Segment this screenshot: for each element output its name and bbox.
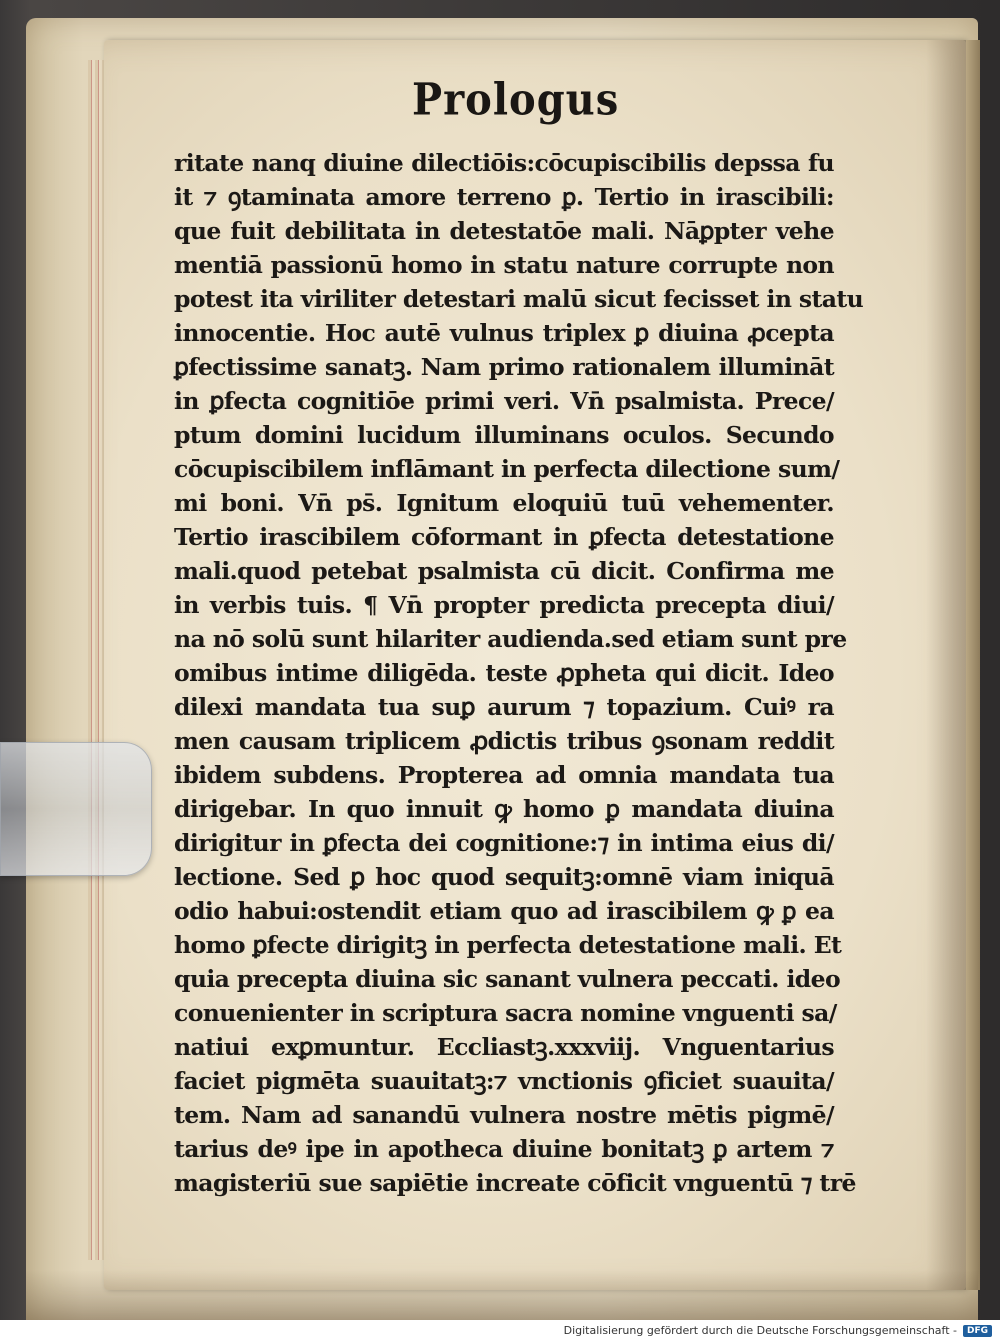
text-line: it ⁊ ꝯtaminata amore terreno ꝑ. Tertio in irascibili: [174,183,834,211]
text-line: odio habui:ostendit etiam quo ad irascibilem ꝙ ꝑ ea [174,897,834,925]
text-line: in verbis tuis. ¶ Vn̄ propter predicta precepta diui/ [174,591,834,619]
text-line: in ꝑfecta cognitiōe primi veri. Vn̄ psalmista. Prece/ [174,387,834,415]
text-line: cōcupiscibilem inflāmant in perfecta dilectione sum/ [174,455,840,483]
text-line: ibidem subdens. Propterea ad omnia mandata tua [174,761,834,789]
text-line: mentiā passionū homo in statu nature corrupte non [174,251,834,279]
text-line: Tertio irascibilem cōformant in ꝑfecta detestatione [174,523,834,551]
footer-credit: Digitalisierung gefördert durch die Deutsche Forschungsgemeinschaft - [563,1324,957,1337]
text-line: tem. Nam ad sanandū vulnera nostre mētis pigmē/ [174,1101,834,1129]
text-line: ꝑfectissime sanatꝫ. Nam primo rationalem illumināt [174,353,834,381]
text-line: ptum domini lucidum illuminans oculos. Secundo [174,421,834,449]
page-text [174,146,864,1200]
text-line: dirigitur in ꝑfecta dei cognitione:⁊ in intima eius di/ [174,829,834,857]
text-line: natiui exꝑmuntur. Ecclia​stꝫ.xxxviij. Vnguentarius [174,1033,834,1061]
dfg-logo: DFG [963,1325,992,1337]
right-binding [966,40,980,1290]
text-line: magisteriū sue sapiētie increate cōficit vnguentū ⁊ trē [174,1169,856,1197]
text-line: lectione. Sed ꝑ hoc quod sequitꝫ:omnē viam iniquā [174,863,834,891]
bottom-shade [26,1270,978,1320]
text-line: innocentie. Hoc autē vulnus triplex ꝑ diuina ꝓcepta [174,319,834,347]
text-line: quia precepta diuina sic sanant vulnera peccati. ideo [174,965,841,993]
text-line: dilexi mandata tua suꝑ aurum ⁊ topazium. Cuiꝰ ra [174,693,834,721]
text-line: mi boni. Vn̄ ps̄. Ignitum eloquiū tuū vehementer. [174,489,834,517]
plastic-page-clip [0,742,152,876]
text-line: faciet pigmēta suauitatꝫ:⁊ vnctionis ꝯficiet suauita/ [174,1067,834,1095]
text-line: ritate nanq diuine dilectiōis:cōcupiscibilis depssa fu [174,149,834,177]
text-line: omibus intime diligēda. teste ꝓpheta qui dicit. Ideo [174,659,834,687]
gutter-shadow [926,40,966,1290]
page-heading: Prologus [412,73,620,126]
text-line: tarius deꝰ ipe in apotheca diuine bonitatꝫ ꝑ artem ⁊ [174,1135,834,1163]
footer-bar [0,1320,1000,1341]
text-line: conuenienter in scriptura sacra nomine vnguenti sa/ [174,999,837,1027]
text-line: que fuit debilitata in detestatōe mali. Nāꝑpter vehe [174,217,834,245]
text-line: homo ꝑfecte dirigitꝫ in perfecta detestatione mali. Et [174,931,842,959]
text-line: mali.quod petebat psalmista cū dicit. Confirma me [174,557,834,585]
text-line: na nō solū sunt hilariter audienda.sed etiam sunt pre [174,625,847,653]
text-line: dirigebar. In quo innuit ꝙ homo ꝑ mandata diuina [174,795,834,823]
text-line: men causam triplicem ꝓdictis tribus ꝯsonam reddit [174,727,834,755]
text-line: potest ita viriliter detestari malū sicut fecisset in statu [174,285,864,313]
